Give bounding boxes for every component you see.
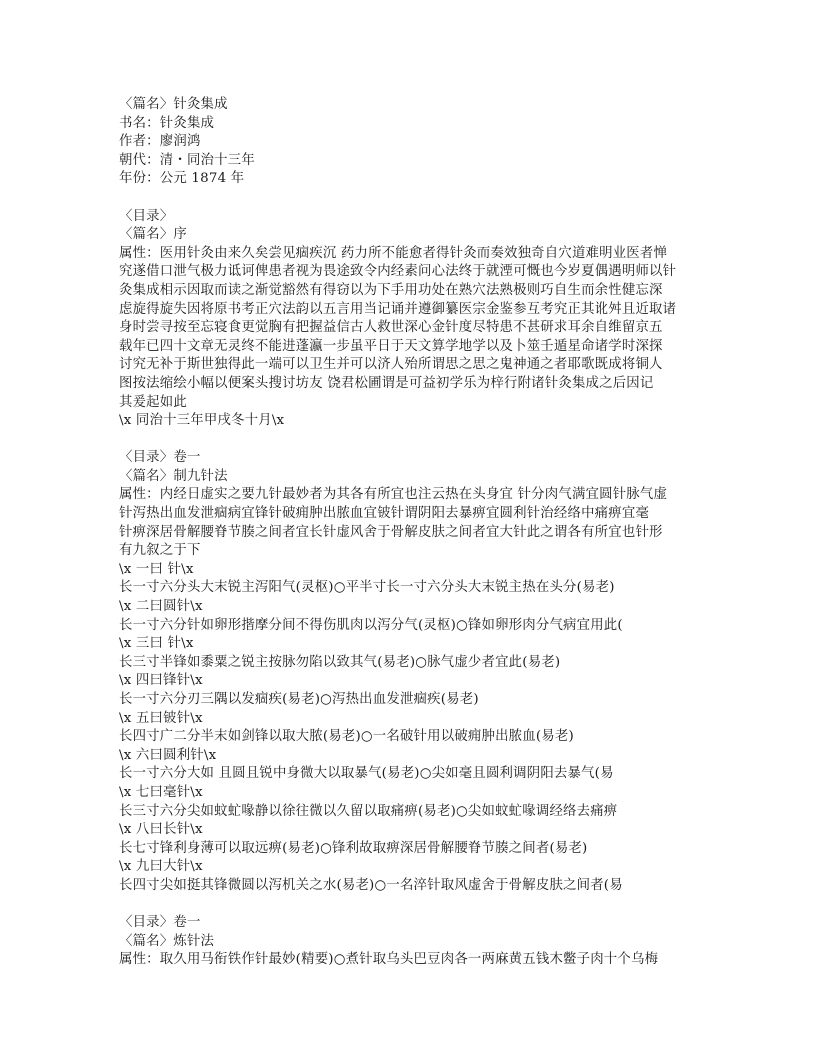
text-line: 书名：针灸集成 — [119, 115, 215, 131]
blank-line — [119, 189, 699, 208]
document-page — [119, 96, 699, 970]
text-line: 〈目录〉 — [119, 208, 174, 224]
blank-line — [119, 896, 699, 915]
text-line: 图按法缩绘小幅以便案头搜讨坊友 饶君松圃谓是可益初学乐为梓行附诸针灸集成之后因记 — [119, 375, 654, 391]
text-line: 讨究无补于斯世独得此一端可以卫生并可以济人殆所谓思之思之鬼神通之者耶歌既成将铜人 — [119, 357, 663, 373]
text-line: 究遂借口泄气极力诋诃俾患者视为畏途致令内经素问心法终于就湮可慨也今岁夏偶遇明师以针 — [119, 264, 677, 280]
text-line: 长一寸六分头大末锐主泻阳气(灵枢)○平半寸长一寸六分头大末锐主热在头分(易老) — [119, 580, 615, 596]
text-line: 载年已四十文章无灵终不能进蓬瀛一步虽平日于天文算学地学以及卜筮壬遁星命诸学时深探 — [119, 338, 663, 354]
text-line: 年份：公元 1874 年 — [119, 171, 245, 187]
text-line: \x 六曰圆利针\x — [119, 747, 217, 763]
text-line: 长一寸六分针如卵形揩摩分间不得伤肌肉以泻分气(灵枢)○锋如卵形肉分气病宜用此( — [119, 617, 623, 633]
text-line: 〈篇名〉序 — [119, 227, 187, 243]
text-line: \x 同治十三年甲戌冬十月\x — [119, 413, 285, 429]
text-line: 朝代：清・同治十三年 — [119, 152, 255, 168]
text-line: \x 一曰 针\x — [119, 561, 194, 577]
text-line: \x 七曰毫针\x — [119, 784, 203, 800]
text-line: \x 九曰大针\x — [119, 859, 203, 875]
text-line: 〈篇名〉制九针法 — [119, 468, 228, 484]
text-line: \x 五曰铍针\x — [119, 710, 203, 726]
text-line: 长四寸广二分半末如剑锋以取大脓(易老)○一名破针用以破痈肿出脓血(易老) — [119, 729, 574, 745]
text-line: 虑旋得旋失因将原书考正穴法韵以五言用当记诵并遵御纂医宗金鉴参互考究正其讹舛且近取诸 — [119, 301, 677, 317]
text-line: 属性：医用针灸由来久矣尝见痼疾沉 药力所不能愈者得针灸而奏效独奇自穴道难明业医者惮 — [119, 245, 668, 261]
text-line: 〈篇名〉炼针法 — [119, 933, 215, 949]
text-line: 长一寸六分刃三隅以发痼疾(易老)○泻热出血发泄痼疾(易老) — [119, 692, 479, 707]
text-line: 有九叙之于下 — [119, 543, 201, 559]
blank-line — [119, 431, 699, 450]
text-line: \x 三曰 针\x — [119, 636, 194, 652]
text-line: 〈目录〉卷一 — [119, 450, 201, 466]
text-line: 长一寸六分大如 且圆且锐中身微大以取暴气(易老)○尖如毫且圆利调阴阳去暴气(易 — [119, 766, 614, 782]
text-line: 属性：取久用马衔铁作针最妙(精要)○煮针取乌头巴豆肉各一两麻黄五钱木鳖子肉十个乌梅 — [119, 952, 659, 968]
text-line: 〈篇名〉针灸集成 — [119, 97, 228, 112]
text-line: 属性：内经日虚实之要九针最妙者为其各有所宜也注云热在头身宜 针分肉气满宜圆针脉气虚 — [119, 487, 668, 503]
text-line: 其爰起如此 — [119, 394, 187, 410]
text-line: \x 二曰圆针\x — [119, 599, 203, 615]
text-line: 身时尝寻按至忘寝食更觉胸有把握益信古人救世深心金针度尽特患不甚研求耳余自维留京五 — [119, 320, 663, 336]
text-line: 针泻热出血发泄痼病宜锋针破痈肿出脓血宜铍针谓阴阳去暴痹宜圆利针治经络中痛痹宜毫 — [119, 506, 650, 522]
text-line: 灸集成相示因取而读之渐觉豁然有得窃以为下手用功处在熟穴法熟极则巧自生而余性健忘深 — [119, 282, 663, 298]
text-line: 长三寸六分尖如蚊虻喙静以徐往微以久留以取痛痹(易老)○尖如蚊虻喙调经络去痛痹 — [119, 803, 618, 819]
text-line: 针痹深居骨解腰脊节腠之间者宜长针虚风舍于骨解皮肤之间者宜大针此之谓各有所宜也针形 — [119, 524, 663, 540]
text-line: \x 八曰长针\x — [119, 822, 203, 838]
text-line: \x 四曰锋针\x — [119, 673, 203, 689]
text-line: 长四寸尖如挺其锋微圆以泻机关之水(易老)○一名淬针取风虚舍于骨解皮肤之间者(易 — [119, 877, 623, 893]
text-line: 〈目录〉卷一 — [119, 915, 201, 931]
text-line: 长三寸半锋如黍粟之锐主按脉勿陷以致其气(易老)○脉气虚少者宜此(易老) — [119, 654, 561, 670]
text-line: 作者：廖润鸿 — [119, 134, 201, 150]
text-line: 长七寸锋利身薄可以取远痹(易老)○锋利故取痹深居骨解腰脊节腠之间者(易老) — [119, 840, 588, 856]
